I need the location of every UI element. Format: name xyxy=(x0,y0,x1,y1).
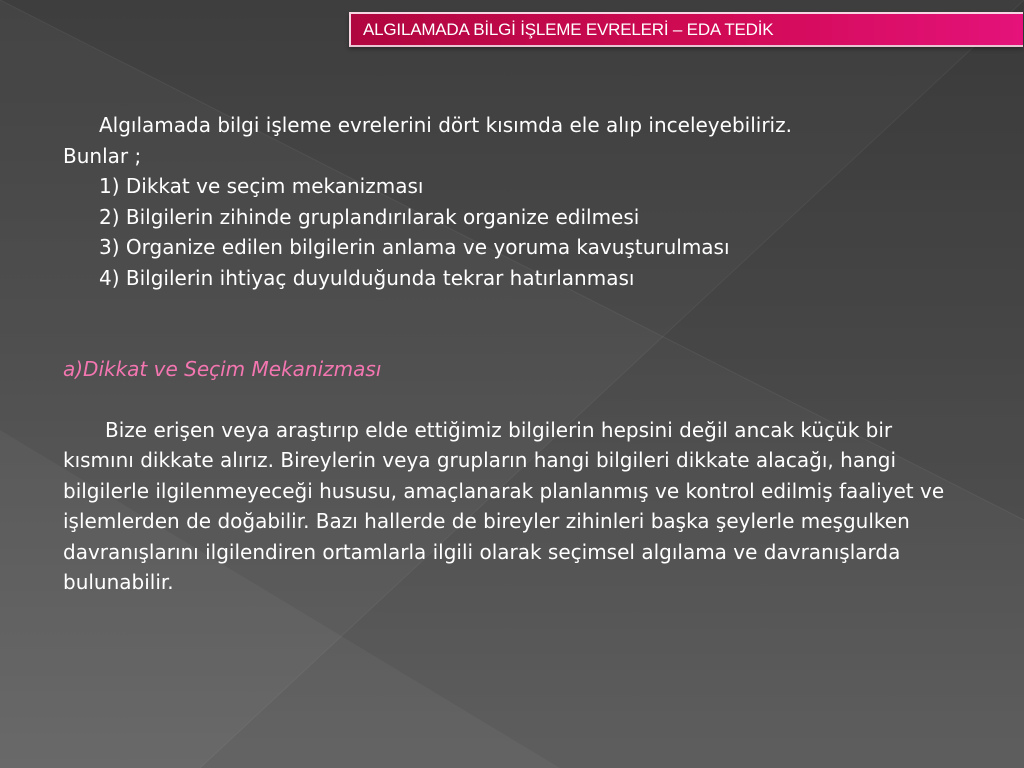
slide-title: ALGILAMADA BİLGİ İŞLEME EVRELERİ – EDA TEDİK xyxy=(363,20,774,39)
list-item: 2) Bilgilerin zihinde gruplandırılarak organize edilmesi xyxy=(99,204,640,229)
intro-line: Algılamada bilgi işleme evrelerini dört kısımda ele alıp inceleyebiliriz. xyxy=(99,113,792,137)
slide-content xyxy=(63,110,953,598)
list-item: 4) Bilgilerin ihtiyaç duyulduğunda tekrar hatırlanması xyxy=(99,265,635,290)
section-paragraph: Bize erişen veya araştırıp elde ettiğimiz bilgilerin hepsini değil ancak küçük bir kısmını dikkate alırız. Bireylerin veya grupların hangi bilgileri dikkate alacağı, hangi bilgilerle ilgilenmeyeceği hususu, amaçlanarak planlanmış ve kontrol edilmiş faaliyet ve işlemlerden de doğabilir. Bazı hallerde de bireyler zihinleri başka şeylerle meşgulken davranışlarını ilgilendiren ortamlarla ilgili olarak seçimsel algılama ve davranışlarda bulunabilir. xyxy=(63,417,945,594)
section-heading: a)Dikkat ve Seçim Mekanizması xyxy=(63,357,382,381)
intro-line-continued: Bunlar ; xyxy=(63,143,142,168)
slide-title-bar xyxy=(349,12,1023,47)
list-item: 3) Organize edilen bilgilerin anlama ve yoruma kavuşturulması xyxy=(99,235,730,259)
list-item: 1) Dikkat ve seçim mekanizması xyxy=(99,174,424,198)
